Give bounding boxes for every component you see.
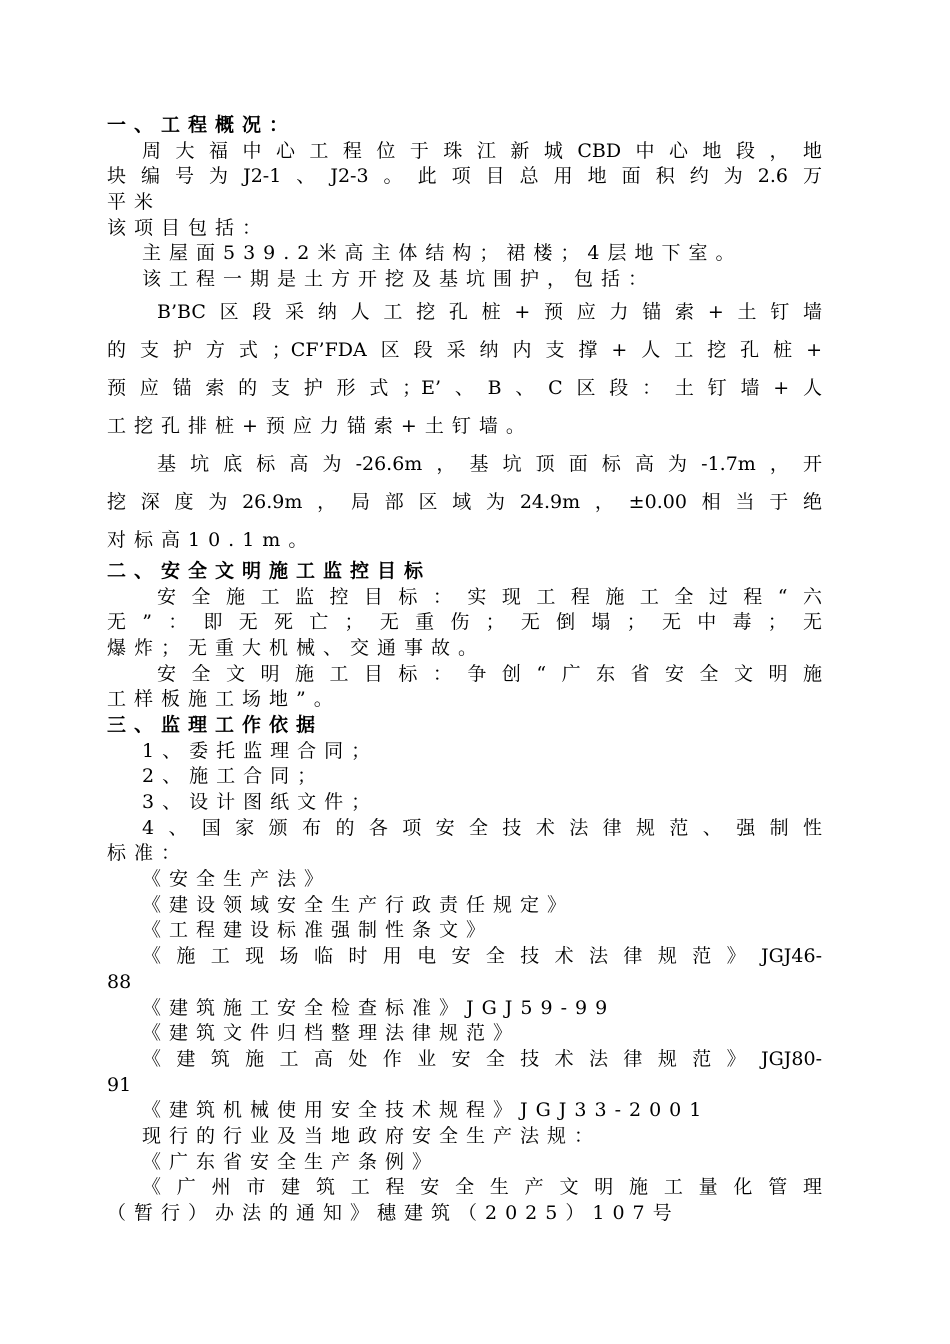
law-item: 《广州市建筑工程安全生产文明施工量化管理: [142, 1176, 822, 1199]
paragraph-line: 工挖孔排桩+预应力锚索+土钉墙。: [107, 414, 533, 437]
list-item: 4、国家颁布的各项安全技术法律规范、强制性: [142, 816, 822, 839]
list-item: 标准：: [107, 842, 189, 865]
paragraph-line: 预应锚索的支护形式；E’、B、C区段：土钉墙+人: [107, 376, 822, 399]
paragraph-line: B’BC区段采纳人工挖孔桩+预应力锚索+土钉墙: [157, 300, 822, 323]
law-item: 《建设领域安全生产行政责任规定》: [142, 893, 575, 916]
list-item: 2、施工合同；: [142, 765, 325, 788]
paragraph-line: 挖深度为26.9m，局部区域为24.9m，±0.00相当于绝: [107, 490, 822, 513]
law-item: 《广东省安全生产条例》: [142, 1150, 440, 1173]
law-item: 《安全生产法》: [142, 868, 332, 891]
law-item: 现行的行业及当地政府安全生产法规：: [142, 1124, 602, 1147]
paragraph-line: 块编号为J2-1、J2-3。此项目总用地面积约为2.6万: [107, 165, 822, 188]
law-item: 《工程建设标准强制性条文》: [142, 919, 494, 942]
paragraph-line: 平米: [107, 191, 162, 214]
list-item: 3、设计图纸文件；: [142, 791, 379, 813]
list-item: 1、委托监理合同；: [142, 739, 379, 762]
law-item: 《建筑施工安全检查标准》JGJ59-99: [142, 996, 616, 1019]
law-item: 《建筑施工高处作业安全技术法律规范》JGJ80-: [142, 1047, 822, 1070]
law-item: 《建筑机械使用安全技术规程》JGJ33-2001: [142, 1099, 710, 1122]
section-heading-supervision-basis: 三、监理工作依据: [107, 713, 324, 736]
paragraph-line: 无”：即无死亡；无重伤；无倒塌；无中毒；无: [107, 611, 822, 634]
paragraph-line: 该项目包括：: [107, 216, 270, 239]
paragraph-line: 该工程一期是土方开挖及基坑围护，包括：: [142, 268, 656, 291]
section-heading-safety-goals: 二、安全文明施工监控目标: [107, 559, 432, 582]
paragraph-line: 基坑底标高为-26.6m，基坑顶面标高为-1.7m，开: [157, 452, 822, 475]
law-item: 《施工现场临时用电安全技术法律规范》JGJ46-: [142, 945, 822, 968]
document-page: [107, 113, 822, 1227]
paragraph-line: 周大福中心工程位于珠江新城CBD中心地段，地: [142, 139, 822, 162]
law-item: 91: [107, 1073, 132, 1096]
paragraph-line: 对标高10.1m。: [107, 528, 316, 551]
law-item: （暂行）办法的通知》穗建筑（2025）107号: [107, 1202, 680, 1224]
law-item: 88: [107, 970, 132, 993]
paragraph-line: 的支护方式；CF’FDA区段采纳内支撑+人工挖孔桩+: [107, 338, 822, 361]
paragraph-line: 工样板施工场地”。: [107, 688, 341, 711]
law-item: 《建筑文件归档整理法律规范》: [142, 1022, 521, 1045]
section-heading-overview: 一、工程概况：: [107, 114, 297, 136]
paragraph-line: 爆炸；无重大机械、交通事故。: [107, 636, 486, 659]
paragraph-line: 安全施工监控目标：实现工程施工全过程“六: [157, 585, 822, 608]
paragraph-line: 安全文明施工目标：争创“广东省安全文明施: [157, 662, 822, 685]
paragraph-line: 主屋面539.2米高主体结构；裙楼；4层地下室。: [142, 242, 743, 265]
